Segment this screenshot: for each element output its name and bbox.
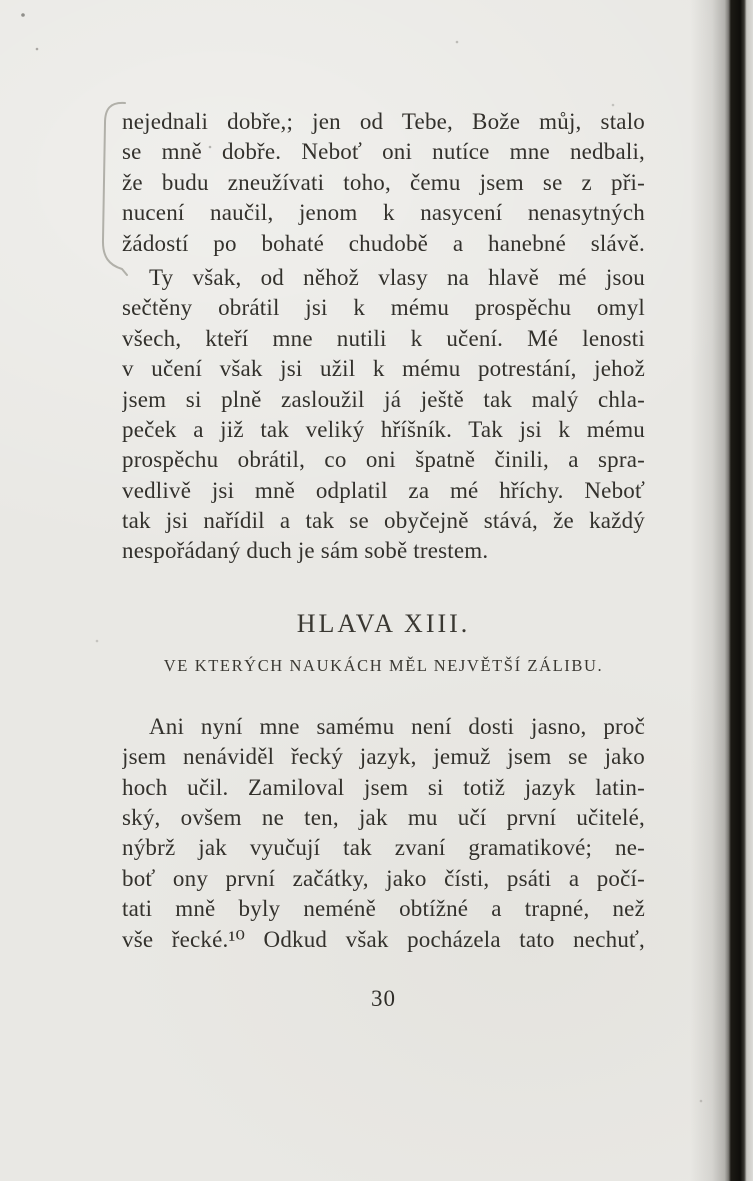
text-line: žádostí po bohaté chudobě a hanebné slávě. — [122, 230, 645, 256]
text-line: prospěchu obrátil, co oni špatně činili, a spra- — [122, 447, 645, 473]
text-line: jsem si plně zasloužil já ještě tak malý chla- — [122, 386, 645, 412]
page-number: 30 — [371, 986, 396, 1011]
text-line: všech, kteří mne nutili k učení. Mé lenosti — [122, 325, 645, 351]
paragraph — [122, 107, 645, 259]
text-line: nejednali dobře,; jen od Tebe, Bože můj, stalo — [122, 109, 645, 134]
text-line: hoch učil. Zamiloval jsem si totiž jazyk latin- — [122, 774, 645, 800]
text-line: vedlivě jsi mně odplatil za mé hříchy. Neboť — [122, 477, 645, 503]
paragraph — [122, 712, 645, 955]
text-line: že budu zneužívati toho, čemu jsem se z při- — [122, 169, 645, 195]
text-line: peček a již tak veliký hříšník. Tak jsi k mému — [122, 416, 645, 442]
chapter-heading: HLAVA XIII. — [296, 608, 471, 638]
scan-speckles — [0, 0, 2, 2]
paragraph — [122, 263, 645, 567]
text-line: jsem nenáviděl řecký jazyk, jemuž jsem se jako — [122, 744, 645, 770]
text-line: boť ony první začátky, jako čísti, psáti a počí- — [122, 865, 645, 891]
text-line: Ty však, od něhož vlasy na hlavě mé jsou — [149, 264, 645, 290]
text-line: ský, ovšem ne ten, jak mu učí první učitelé, — [122, 805, 645, 831]
text-line: nespořádaný duch je sám sobě trestem. — [122, 538, 489, 564]
text-line: nýbrž jak vyučují tak zvaní gramatikové; ne- — [122, 835, 645, 861]
text-line: tati mně byly neméně obtížné a trapné, než — [122, 896, 645, 922]
text-line: v učení však jsi užil k mému potrestání, jehož — [122, 356, 645, 382]
text-line: vše řecké.¹⁰ Odkud však pocházela tato nechuť, — [122, 926, 645, 952]
text-line: Ani nyní mne samému není dosti jasno, proč — [149, 713, 645, 739]
text-line: sečtěny obrátil jsi k mému prospěchu omyl — [122, 295, 645, 321]
page-edge-shadow — [690, 0, 753, 1181]
text-line: tak jsi nařídil a tak se obyčejně stává, že každý — [122, 508, 645, 534]
text-line: nucení naučil, jenom k nasycení nenasytných — [122, 200, 645, 226]
chapter-subheading: VE KTERÝCH NAUKÁCH MĚL NEJVĚTŠÍ ZÁLIBU. — [163, 655, 604, 675]
text-block — [122, 107, 645, 955]
text-line: se mně dobře. Neboť oni nutíce mne nedbali, — [122, 139, 645, 165]
